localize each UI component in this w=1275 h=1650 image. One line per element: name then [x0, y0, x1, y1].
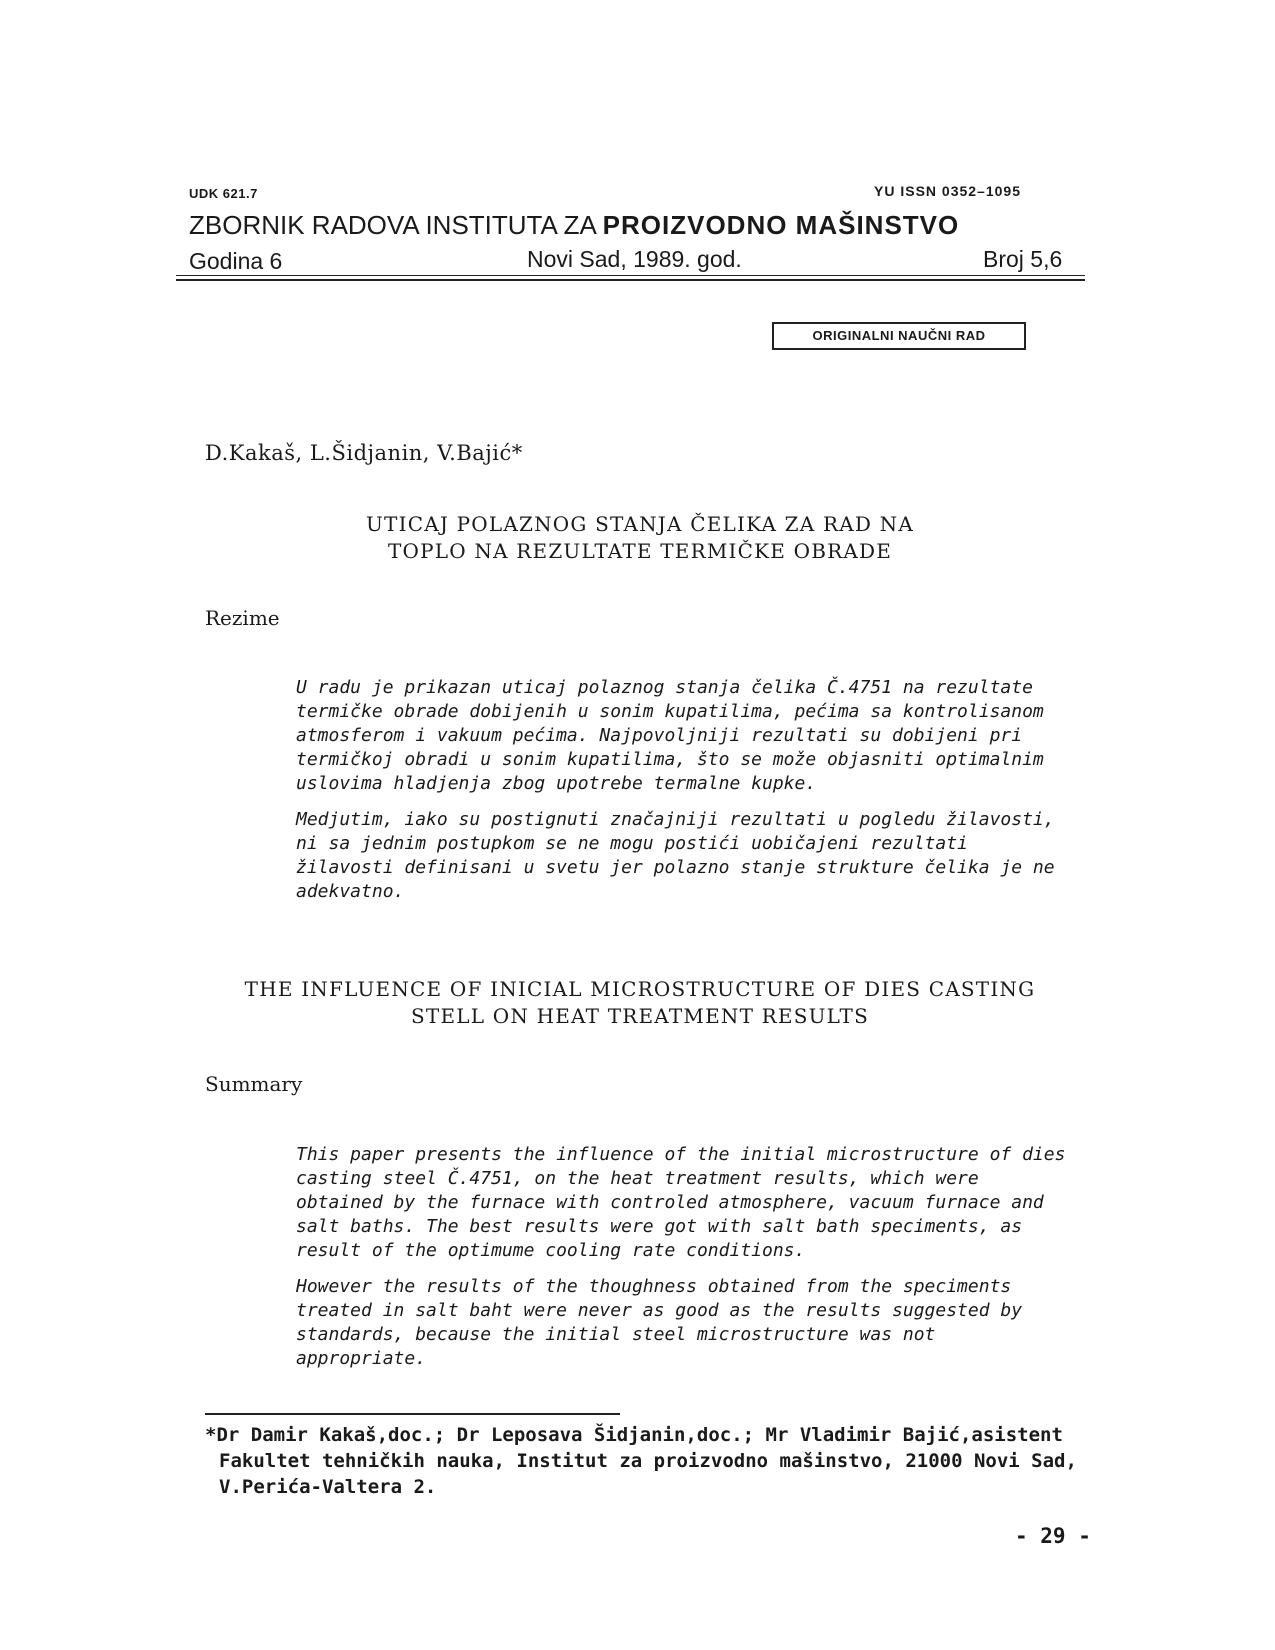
header-rule — [176, 275, 1085, 276]
title-english — [200, 976, 1080, 1030]
issn-code: YU ISSN 0352–1095 — [874, 183, 1021, 199]
journal-title-bold: PROIZVODNO MAŠINSTVO — [602, 210, 960, 240]
footnote-line-1: *Dr Damir Kakaš,doc.; Dr Leposava Šidjanin,doc.; Mr Vladimir Bajić,asistent — [205, 1424, 1063, 1446]
footnote-rule — [205, 1413, 620, 1415]
udk-code: UDK 621.7 — [189, 186, 258, 201]
header-rule-thick — [176, 279, 1085, 281]
footnote-line-2: Fakultet tehničkih nauka, Institut za proizvodno mašinstvo, 21000 Novi Sad, — [219, 1450, 1077, 1472]
page-number: - 29 - — [1015, 1524, 1091, 1548]
journal-title-plain: ZBORNIK RADOVA INSTITUTA ZA — [189, 210, 603, 240]
volume-year: Godina 6 — [189, 248, 283, 274]
place-date: Novi Sad, 1989. god. — [527, 246, 742, 272]
summary-paragraph-2: However the results of the thoughness obtained from the speciments treated in salt baht were never as good as the results suggested by standards, because the initial steel microstructure was not appropriate. — [296, 1276, 1023, 1369]
title-serbian-line-1: UTICAJ POLAZNOG STANJA ČELIKA ZA RAD NA — [366, 512, 914, 536]
summary-heading: Summary — [205, 1072, 303, 1096]
rezime-paragraph-1: U radu je prikazan uticaj polaznog stanja čelika Č.4751 na rezultate termičke obrade dobijenih u sonim kupatilima, pećima sa kontrolisanom atmosferom i vakuum pećima. Najpovoljniji rezultati su dobijeni pri termičkoj obradi u sonim kupatilima, što se može objasniti optimalnim uslovima hladjenja zbog upotrebe termalne kupke. — [296, 677, 1044, 794]
footnote-line-3: V.Perića-Valtera 2. — [219, 1476, 437, 1498]
title-english-line-2: STELL ON HEAT TREATMENT RESULTS — [411, 1004, 869, 1028]
title-serbian — [200, 511, 1080, 565]
issue-number: Broj 5,6 — [983, 246, 1063, 272]
summary-paragraph-1: This paper presents the influence of the initial microstructure of dies casting steel Č.4751, on the heat treatment results, which were obtained by the furnace with controled atmosphere, vacuum furnace and salt baths. The best results were got with salt bath speciments, as result of the optimume cooling rate conditions. — [296, 1144, 1066, 1261]
authors: D.Kakaš, L.Šidjanin, V.Bajić* — [205, 441, 523, 465]
rezime-heading: Rezime — [205, 606, 280, 630]
journal-title — [189, 210, 959, 241]
paper-type-badge: ORIGINALNI NAUČNI RAD — [772, 322, 1026, 350]
title-serbian-line-2: TOPLO NA REZULTATE TERMIČKE OBRADE — [387, 539, 893, 563]
title-english-line-1: THE INFLUENCE OF INICIAL MICROSTRUCTURE OF DIES CASTING — [244, 977, 1036, 1001]
summary-text — [296, 1143, 1076, 1383]
rezime-text — [296, 676, 1076, 916]
rezime-paragraph-2: Medjutim, iako su postignuti značajniji rezultati u pogledu žilavosti, ni sa jednim postupkom se ne mogu postići uobičajeni rezultati žilavosti definisani u svetu jer polazno stanje strukture čelika je ne adekvatno. — [296, 809, 1055, 902]
author-footnote — [205, 1422, 1135, 1500]
